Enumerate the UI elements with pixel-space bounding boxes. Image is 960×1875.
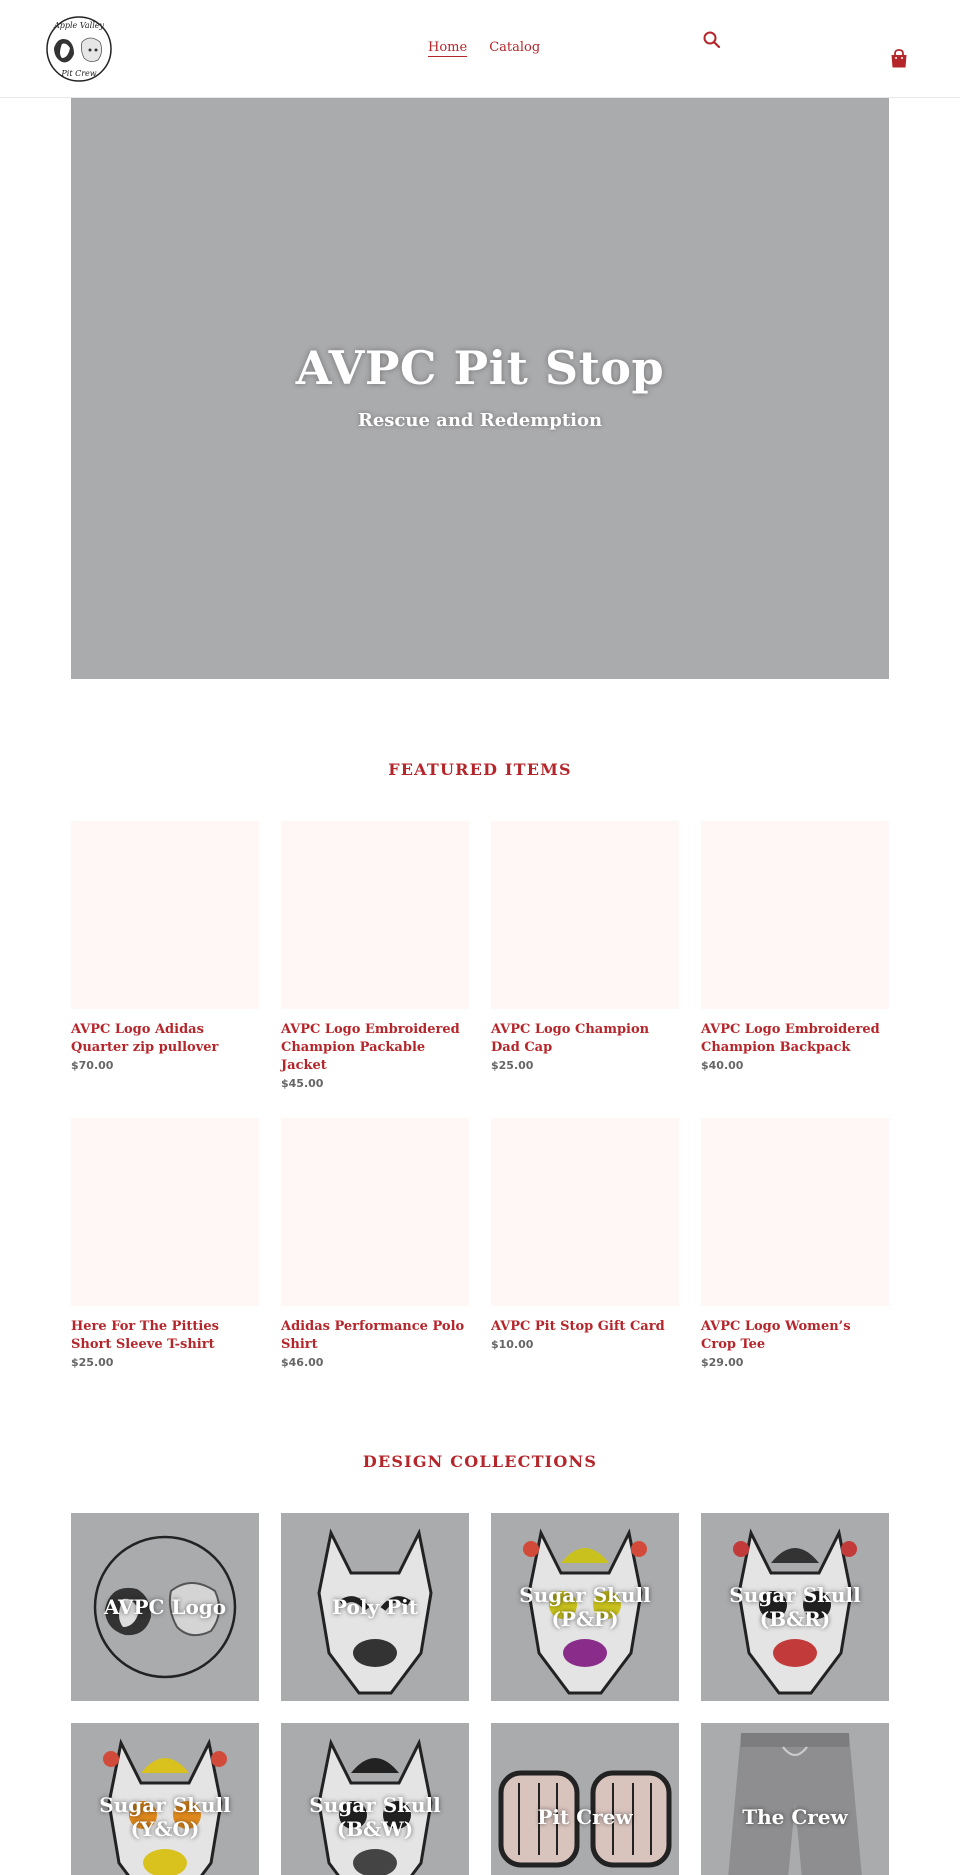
product-title[interactable]: AVPC Logo Adidas Quarter zip pullover xyxy=(71,1022,219,1055)
collections-title: DESIGN COLLECTIONS xyxy=(362,1452,598,1471)
product-card[interactable] xyxy=(71,1118,259,1369)
product-title[interactable]: AVPC Logo Embroidered Champion Packable Jacket xyxy=(281,1022,460,1073)
product-title[interactable]: AVPC Logo Embroidered Champion Backpack xyxy=(701,1022,880,1055)
featured-title: FEATURED ITEMS xyxy=(388,760,572,779)
hero-banner xyxy=(71,98,889,679)
collections-grid-row-2 xyxy=(71,1723,889,1875)
collection-card[interactable] xyxy=(491,1513,679,1701)
collection-label[interactable]: Sugar Skull (B&R) xyxy=(729,1583,861,1631)
product-price: $10.00 xyxy=(491,1338,534,1351)
collection-card[interactable] xyxy=(281,1513,469,1701)
product-title[interactable]: Adidas Performance Polo Shirt xyxy=(281,1319,465,1352)
product-price: $45.00 xyxy=(281,1077,324,1090)
search-icon[interactable] xyxy=(702,30,722,50)
collection-label[interactable]: Poly Pit xyxy=(332,1595,418,1619)
product-card[interactable] xyxy=(701,1118,889,1369)
collection-card[interactable] xyxy=(71,1513,259,1701)
product-card[interactable] xyxy=(491,821,679,1090)
product-price: $25.00 xyxy=(491,1059,534,1072)
product-image[interactable] xyxy=(281,821,469,1009)
product-card[interactable] xyxy=(701,821,889,1090)
product-card[interactable] xyxy=(281,1118,469,1369)
collections-grid-row-1 xyxy=(71,1513,889,1701)
collection-card[interactable] xyxy=(701,1723,889,1875)
product-title[interactable]: AVPC Logo Champion Dad Cap xyxy=(491,1022,650,1055)
product-card[interactable] xyxy=(71,821,259,1090)
nav-home-link[interactable]: Home xyxy=(428,40,468,55)
product-image[interactable] xyxy=(281,1118,469,1306)
collection-label[interactable]: AVPC Logo xyxy=(103,1595,227,1619)
avpc-logo[interactable] xyxy=(44,14,114,84)
collection-card[interactable] xyxy=(701,1513,889,1701)
collection-label[interactable]: Pit Crew xyxy=(537,1805,633,1829)
collection-label[interactable]: Sugar Skull (B&W) xyxy=(309,1793,441,1841)
featured-grid-row-1 xyxy=(71,821,889,1090)
collection-card[interactable] xyxy=(71,1723,259,1875)
product-image[interactable] xyxy=(491,1118,679,1306)
svg-text:Apple Valley: Apple Valley xyxy=(53,21,105,30)
product-image[interactable] xyxy=(71,821,259,1009)
product-price: $40.00 xyxy=(701,1059,744,1072)
collection-label[interactable]: The Crew xyxy=(742,1805,848,1829)
site-header xyxy=(0,0,960,98)
hero-subtitle: Rescue and Redemption xyxy=(357,410,603,431)
hero-title: AVPC Pit Stop xyxy=(295,341,665,395)
collection-card[interactable] xyxy=(491,1723,679,1875)
cart-icon[interactable] xyxy=(888,48,910,70)
main-nav xyxy=(428,40,540,57)
product-price: $70.00 xyxy=(71,1059,114,1072)
product-image[interactable] xyxy=(701,1118,889,1306)
product-image[interactable] xyxy=(71,1118,259,1306)
product-image[interactable] xyxy=(491,821,679,1009)
product-card[interactable] xyxy=(491,1118,679,1369)
product-price: $46.00 xyxy=(281,1356,324,1369)
featured-grid-row-2 xyxy=(71,1118,889,1369)
product-card[interactable] xyxy=(281,821,469,1090)
product-price: $29.00 xyxy=(701,1356,744,1369)
nav-catalog-link[interactable]: Catalog xyxy=(489,40,541,55)
collection-label[interactable]: Sugar Skull (Y&O) xyxy=(99,1793,231,1841)
product-title[interactable]: AVPC Logo Women’s Crop Tee xyxy=(701,1319,851,1352)
product-title[interactable]: Here For The Pitties Short Sleeve T-shirt xyxy=(71,1319,219,1352)
collection-label[interactable]: Sugar Skull (P&P) xyxy=(519,1583,651,1631)
product-price: $25.00 xyxy=(71,1356,114,1369)
svg-text:Pit Crew: Pit Crew xyxy=(61,69,97,78)
product-title[interactable]: AVPC Pit Stop Gift Card xyxy=(491,1319,665,1334)
product-image[interactable] xyxy=(701,821,889,1009)
collection-card[interactable] xyxy=(281,1723,469,1875)
